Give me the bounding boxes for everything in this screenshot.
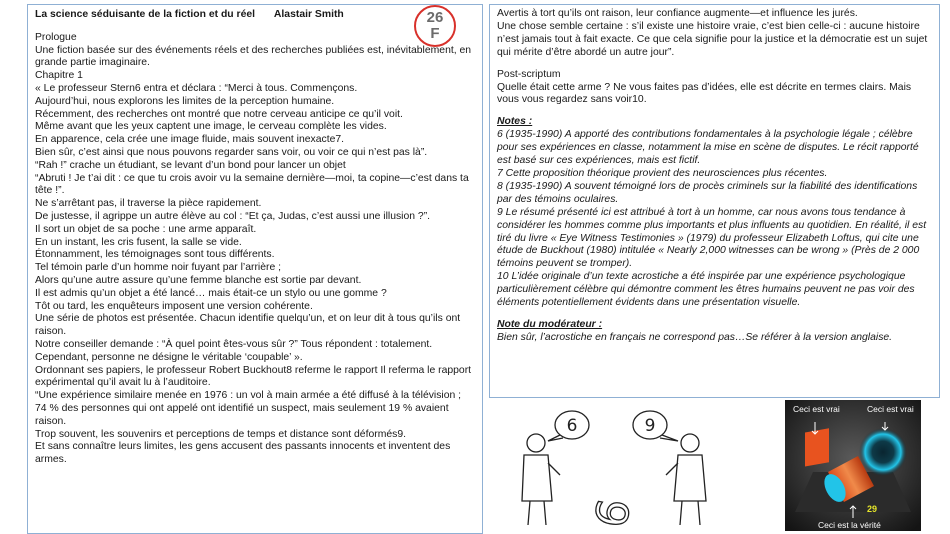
story-paragraph: Il sort un objet de sa poche : une arme apparaît. (35, 223, 257, 235)
label-truth: Ceci est la vérité (818, 520, 881, 530)
note-item: 9 Le résumé présenté ici est attribué à tort à un homme, car nous avons tous tendance à considérer les hommes comme plus importants et plus influents au quotidien. En réalité, il est tiré du livre « Eye Witness Testimonies » (1979) du professeur Elizabeth Loftus, qui cite une étude de Buckhout (1980) intitulée « Nearly 2,000 witnesses can be wrong » (Près de 2 000 témoins peuvent se tromper). (497, 206, 927, 270)
left-man-head (527, 434, 545, 452)
postscript-heading: Post-scriptum (497, 68, 561, 80)
label-true-left: Ceci est vrai (793, 404, 840, 414)
story-paragraph: Ne s’arrêtant pas, il traverse la pièce rapidement. (35, 198, 262, 210)
story-paragraph: Il est admis qu’un objet a été lancé… mais était-ce un stylo ou une gomme ? (35, 287, 387, 299)
note-item: 8 (1935-1990) A souvent témoigné lors de procès criminels sur la fiabilité des identifications par des témoins oculaires. (497, 180, 918, 205)
document-header (35, 9, 475, 22)
label-true-right: Ceci est vrai (867, 404, 914, 414)
document-title: La science séduisante de la fiction et du réel (35, 9, 256, 20)
story-paragraph: Une chose semble certaine : s’il existe une histoire vraie, c’est bien celle-ci : aucune histoire n’est jamais tout à fait exacte. Ce que cela signifie pour la justice et la démocratie est un sujet qui mérite d’être abordé un autre jour”. (497, 20, 928, 58)
story-paragraph: Alors qu’une autre assure qu’une femme blanche est sortie par devant. (35, 274, 362, 286)
postscript-text: Quelle était cette arme ? Ne vous faites pas d’idées, elle est décrite en termes clairs. Mais vous vous regardez sans voir10. (497, 81, 912, 106)
story-paragraph: Chapitre 1 (35, 70, 83, 82)
story-paragraph: De justesse, il agrippe un autre élève au col : “Et ça, Judas, c’est aussi une illusion ?”. (35, 210, 431, 222)
story-column (27, 4, 483, 534)
six-or-nine-cartoon (500, 405, 740, 533)
story-paragraph: Trop souvent, les souvenirs et perceptions de temps et distance sont déformés9. (35, 428, 406, 440)
square-shadow (805, 428, 829, 466)
left-bubble-digit: 6 (566, 416, 578, 436)
story-paragraph: Et sans connaître leurs limites, les gens accusent des passants innocents et inventent des armes. (35, 441, 451, 466)
note-item: 7 Cette proposition théorique provient des neurosciences plus récentes. (497, 167, 828, 179)
stamp-number: 26 (426, 9, 444, 26)
circle-shadow (859, 428, 907, 476)
story-text (35, 45, 475, 467)
story-paragraph: Même avant que les yeux captent une image, le cerveau complète les vides. (35, 121, 387, 133)
story-paragraph: Étonnamment, les témoignages sont tous différents. (35, 249, 275, 261)
notes-list (497, 129, 932, 310)
story-paragraph: En apparence, cela crée une image fluide, mais souvent inexacte7. (35, 134, 345, 146)
moderator-note: Bien sûr, l’acrostiche en français ne correspond pas…Se référer à la version anglaise. (497, 331, 893, 343)
story-paragraph: “Abruti ! Je t’ai dit : ce que tu crois avoir vu la semaine dernière—moi, ta copine—c’est dans ta tête !”. (35, 172, 469, 197)
notes-heading: Notes : (497, 116, 533, 128)
story-paragraph: Tôt ou tard, les enquêteurs imposent une version cohérente. (35, 300, 313, 312)
moderator-heading: Note du modérateur : (497, 318, 603, 330)
floor-digit: 6 (585, 495, 642, 532)
right-bubble-digit: 9 (644, 416, 656, 436)
notes-column (489, 4, 940, 398)
story-paragraph: “Rah !” crache un étudiant, se levant d’un bond pour lancer un objet (35, 159, 346, 171)
right-man-head (681, 434, 699, 452)
story-paragraph: Ordonnant ses papiers, le professeur Robert Buckhout8 referme le rapport Il referma le rapport expérimental qu’il avait lu à l’auditoire. (35, 364, 472, 389)
story-paragraph: Bien sûr, c’est ainsi que nous pouvons regarder sans voir, ou voir ce qui n’est pas là”. (35, 146, 428, 158)
story-paragraph: Une série de photos est présentée. Chacun identifie quelqu’un, et on leur dit à tous qu’ils ont raison. (35, 313, 461, 338)
story-paragraph: Tel témoin parle d’un homme noir fuyant par l’arrière ; (35, 262, 282, 274)
cylinder-illusion-image (785, 400, 921, 531)
story-paragraph: Avertis à tort qu’ils ont raison, leur confiance augmente—et influence les jurés. (497, 8, 858, 19)
story-conclusion (497, 8, 932, 60)
story-paragraph: Notre conseiller demande : “À quel point êtes-vous sûr ?” Tous répondent : totalement. Cependant, personne ne désigne le véritable ‘coupable’ ». (35, 338, 433, 363)
prologue-heading: Prologue (35, 31, 77, 43)
note-item: 6 (1935-1990) A apporté des contributions fondamentales à la psychologie légale ; célèbre pour ses expériences en classe, notamment la mise en scène de disputes. Le récit rapporté est basé sur ces expériences, mais est fictif. (497, 129, 919, 167)
page-number-stamp (414, 5, 456, 47)
image-number: 29 (867, 504, 878, 514)
story-paragraph: Récemment, des recherches ont montré que notre cerveau anticipe ce qu’il voit. (35, 108, 403, 120)
document-author: Alastair Smith (273, 9, 344, 20)
right-man-coat (674, 455, 706, 501)
left-man-coat (522, 455, 552, 501)
story-paragraph: Une fiction basée sur des événements réels et des recherches publiées est, inévitablement, en grande partie imaginaire. (35, 44, 472, 69)
right-man-legs (680, 501, 700, 525)
note-item: 10 L’idée originale d’un texte acrostiche a été inspirée par une expérience psychologique particulièrement célèbre qui démontre comment les êtres humains peuvent ne pas voir des éléments potentiellement évidents dans une présentation visuelle. (497, 271, 915, 309)
story-paragraph: “Une expérience similaire menée en 1976 : un vol à main armée a été diffusé à la télévision ; 74 % des personnes qui ont appelé ont identifié un suspect, mais seulement 19 % avaient raison. (35, 390, 462, 427)
story-paragraph: « Le professeur Stern6 entra et déclara : “Merci à tous. Commençons. (35, 82, 358, 94)
stamp-letter: F (430, 25, 440, 42)
left-man-legs (528, 501, 546, 525)
story-paragraph: En un instant, les cris fusent, la salle se vide. (35, 236, 242, 248)
story-paragraph: Aujourd’hui, nous explorons les limites de la perception humaine. (35, 95, 335, 107)
